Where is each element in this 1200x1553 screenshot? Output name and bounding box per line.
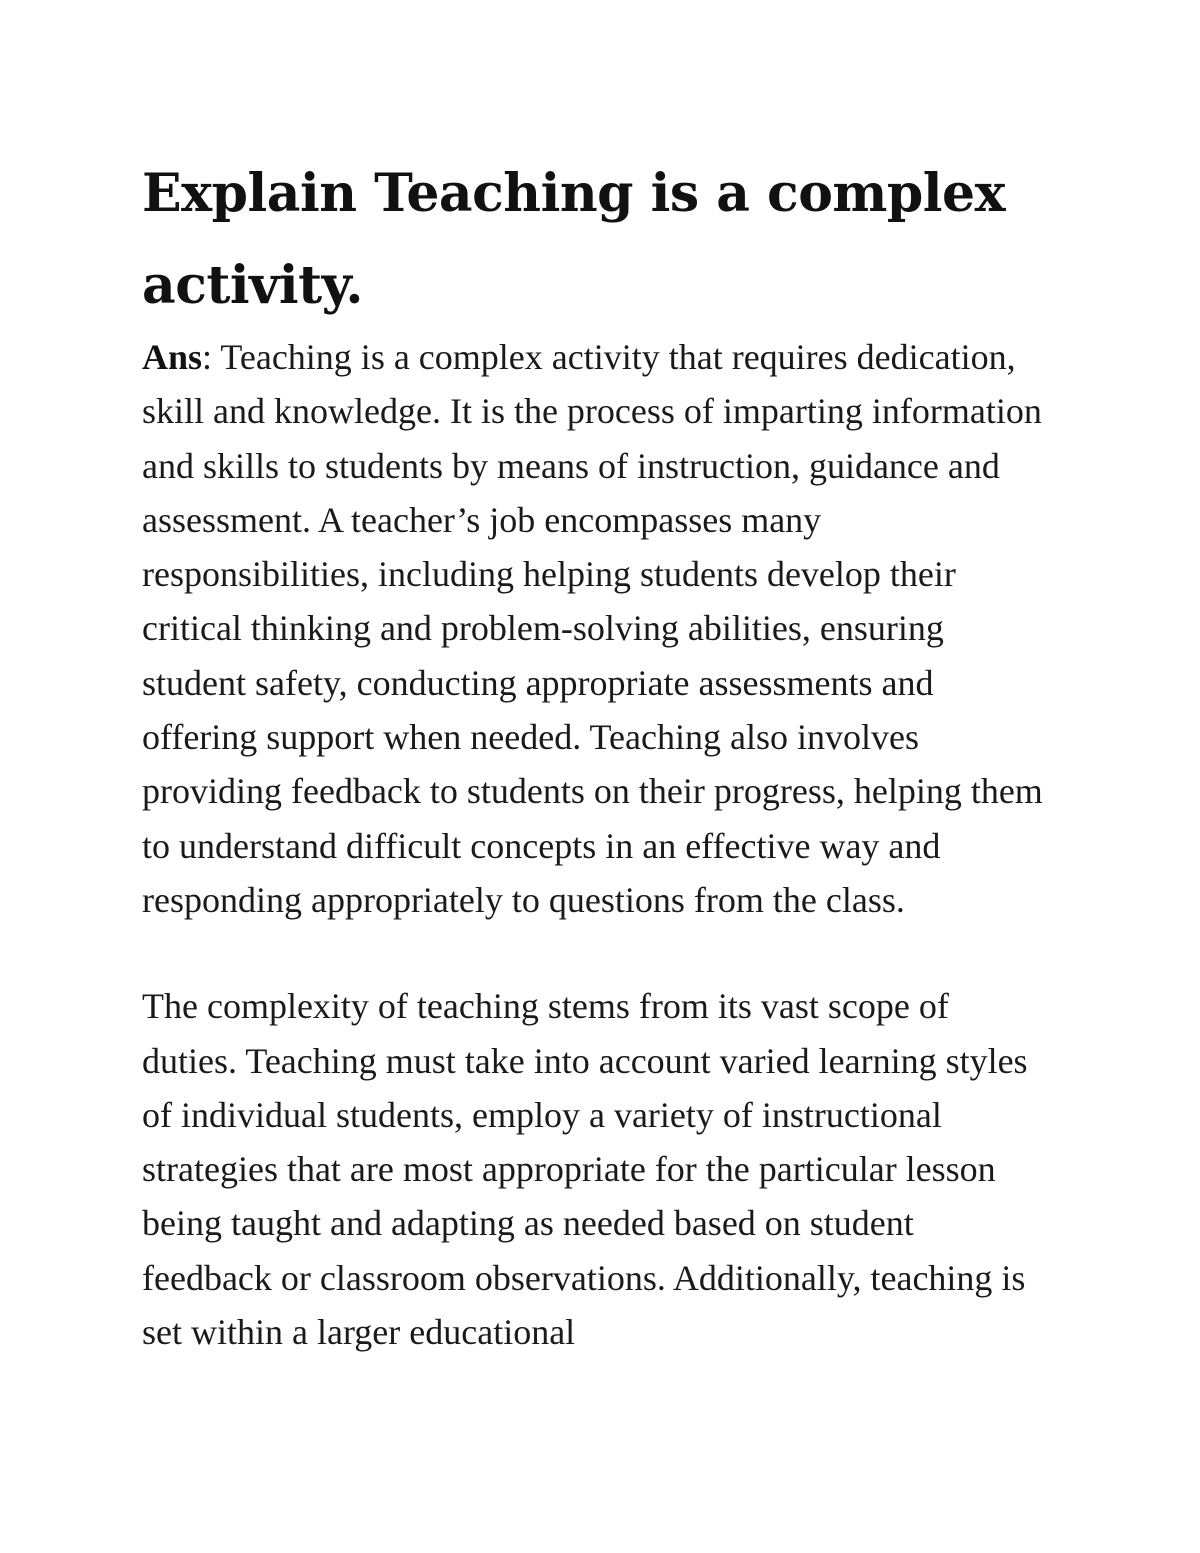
answer-text: Teaching is a complex activity that requires dedication, skill and knowledge. It is the process of imparting information and skills to students by means of instruction, guidance and assessment. A teacher’s job encompasses many responsibilities, including helping students develop their critical thinking and problem-solving abilities, ensuring student safety, conducting appropriate assessments and offering support when needed. Teaching also involves providing feedback to students on their progress, helping them to understand difficult concepts in an effective way and responding appropriately to questions from the class. — [142, 337, 1043, 920]
answer-separator: : — [202, 337, 213, 377]
body-paragraph: The complexity of teaching stems from its vast scope of duties. Teaching must take into account varied learning styles of individual students, employ a variety of instructional strategies that are most appropriate for the particular lesson being taught and adapting as needed based on student feedback or classroom observations. Additionally, teaching is set within a larger educational — [142, 986, 1028, 1353]
article-body — [142, 148, 1052, 1359]
answer-label: Ans — [142, 337, 203, 377]
page-title: Explain Teaching is a complex activity. — [142, 163, 1006, 316]
answer-paragraph — [142, 330, 1052, 927]
